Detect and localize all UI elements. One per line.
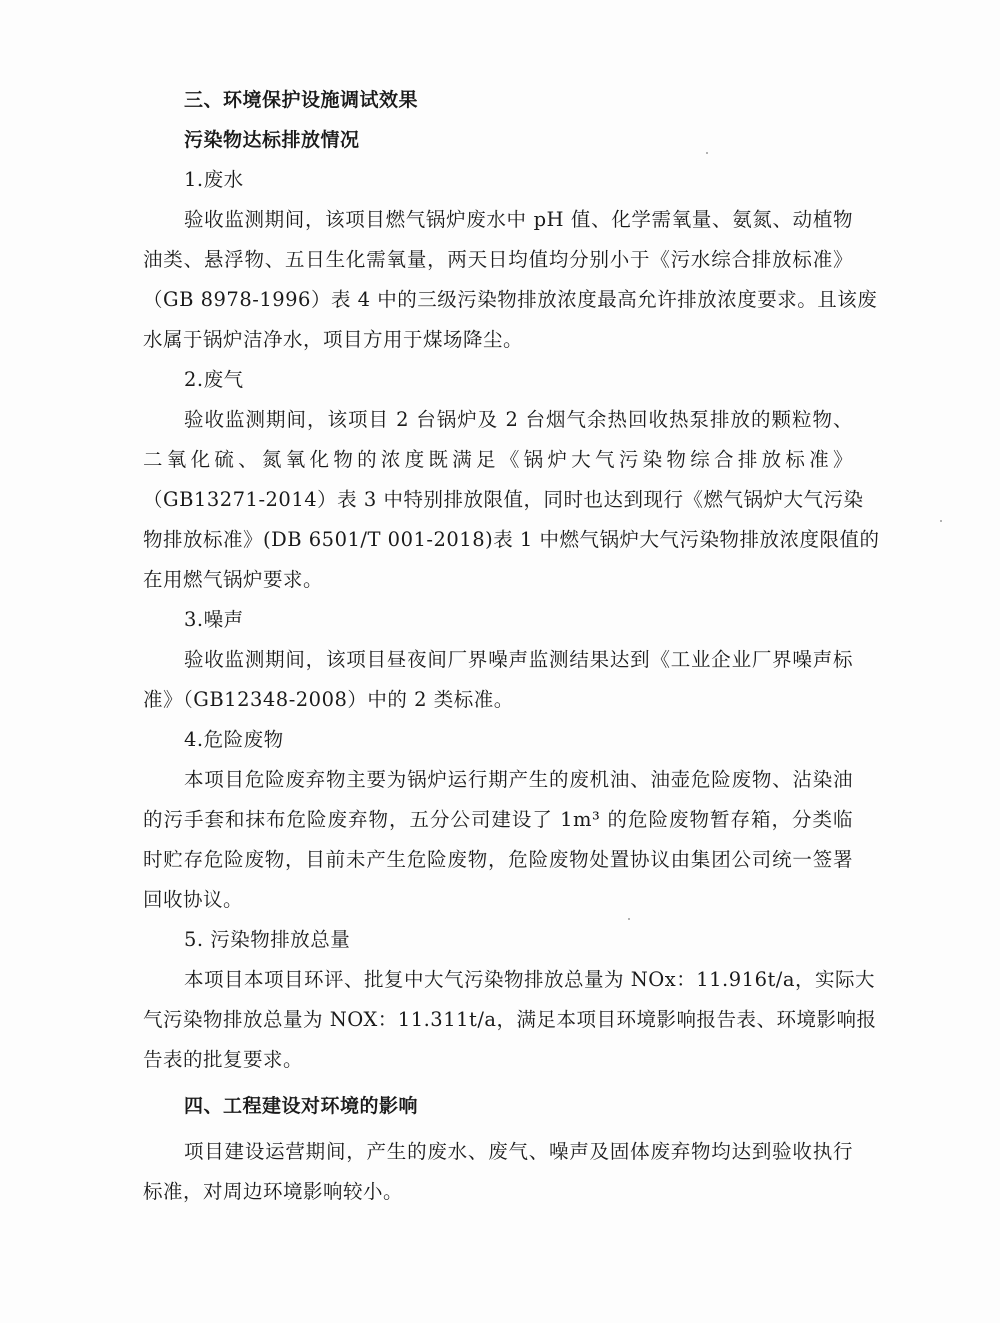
paragraph-line: 油类、悬浮物、五日生化需氧量，两天日均值均分别小于《污水综合排放标准》 — [143, 248, 853, 271]
section-3-heading: 三、环境保护设施调试效果 — [184, 89, 419, 111]
scan-speck — [628, 918, 630, 920]
item-title: 4.危险废物 — [184, 728, 284, 751]
item-waste-gas — [143, 360, 880, 600]
paragraph-line: 验收监测期间，该项目昼夜间厂界噪声监测结果达到《工业企业厂界噪声标 — [184, 648, 853, 671]
item-noise — [143, 600, 853, 720]
paragraph-line: 物排放标准》(DB 6501/T 001-2018)表 1 中燃气锅炉大气污染物排放浓度限值的 — [143, 528, 880, 551]
section-4-heading: 四、工程建设对环境的影响 — [184, 1095, 419, 1117]
document-body — [143, 80, 880, 1212]
paragraph-line: 准》（GB12348-2008）中的 2 类标准。 — [143, 688, 514, 711]
item-wastewater — [143, 160, 878, 360]
paragraph-line: 水属于锅炉洁净水，项目方用于煤场降尘。 — [143, 328, 524, 351]
paragraph-line: 的污手套和抹布危险废弃物，五分公司建设了 1m³ 的危险废物暂存箱，分类临 — [143, 808, 853, 831]
paragraph-line: 验收监测期间，该项目 2 台锅炉及 2 台烟气余热回收热泵排放的颗粒物、 — [184, 408, 853, 431]
scan-speck — [940, 520, 942, 522]
paragraph-line: （GB13271-2014）表 3 中特别排放限值，同时也达到现行《燃气锅炉大气污染 — [143, 488, 864, 511]
paragraph-line: 在用燃气锅炉要求。 — [143, 568, 324, 591]
paragraph-line: 二氧化硫、氮氧化物的浓度既满足《锅炉大气污染物综合排放标准》 — [143, 448, 853, 471]
paragraph-line: 验收监测期间，该项目燃气锅炉废水中 pH 值、化学需氧量、氨氮、动植物 — [184, 208, 853, 231]
paragraph-line: 本项目本项目环评、批复中大气污染物排放总量为 NOx：11.916t/a，实际大 — [184, 968, 876, 991]
paragraph-line: 本项目危险废弃物主要为锅炉运行期产生的废机油、油壶危险废物、沾染油 — [184, 768, 853, 791]
paragraph-line: 告表的批复要求。 — [143, 1048, 304, 1071]
item-title: 2.废气 — [184, 368, 244, 391]
item-title: 1.废水 — [184, 168, 244, 191]
item-total-emissions — [143, 920, 877, 1080]
paragraph-line: 标准，对周边环境影响较小。 — [143, 1180, 404, 1203]
section-3-subheading: 污染物达标排放情况 — [184, 129, 360, 151]
paragraph-line: 项目建设运营期间，产生的废水、废气、噪声及固体废弃物均达到验收执行 — [184, 1140, 853, 1163]
scan-speck — [706, 152, 708, 154]
paragraph-line: （GB 8978-1996）表 4 中的三级污染物排放浓度最高允许排放浓度要求。且该废 — [143, 288, 878, 311]
paragraph-line: 回收协议。 — [143, 888, 244, 911]
item-hazardous-waste — [143, 720, 853, 920]
paragraph-line: 气污染物排放总量为 NOX：11.311t/a，满足本项目环境影响报告表、环境影响报 — [143, 1008, 877, 1031]
paragraph-line: 时贮存危险废物，目前未产生危险废物，危险废物处置协议由集团公司统一签署 — [143, 848, 853, 871]
item-title: 5. 污染物排放总量 — [184, 928, 351, 951]
item-title: 3.噪声 — [184, 608, 244, 631]
